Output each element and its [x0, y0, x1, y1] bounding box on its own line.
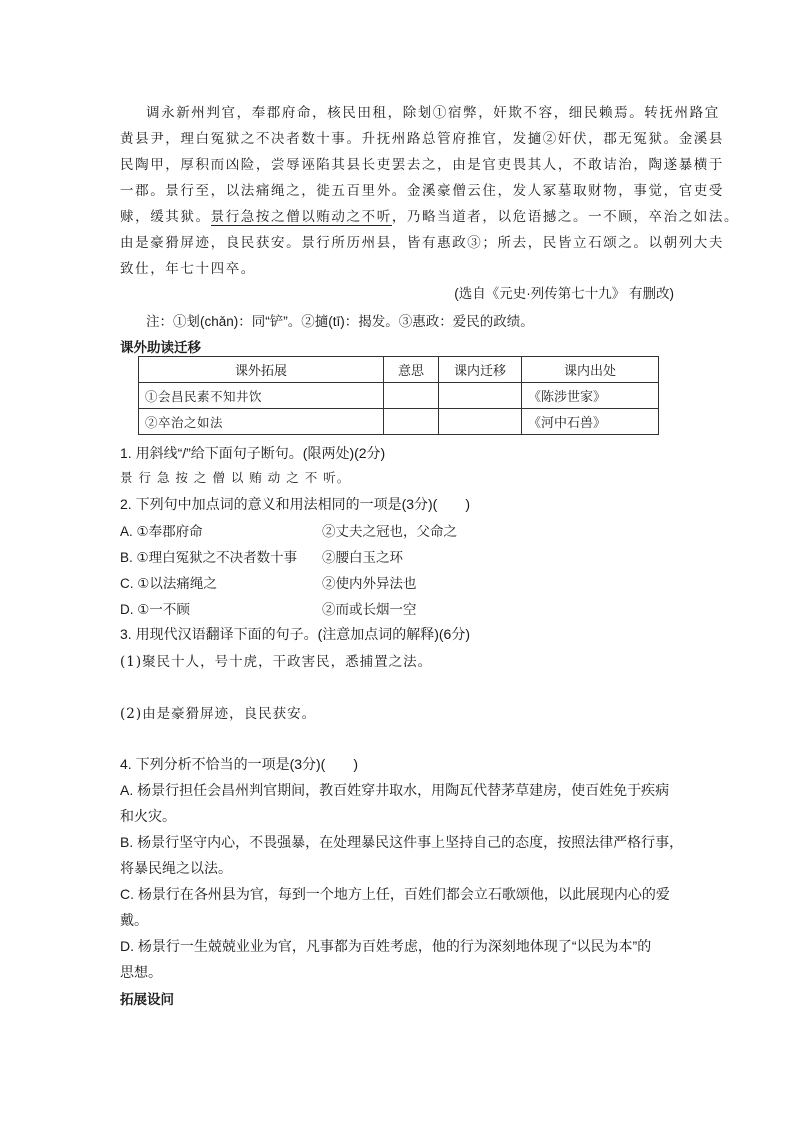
- question-3-sentence-1: (1)聚民十人，号十虎，干政害民，悉捕置之法。: [120, 654, 433, 670]
- table-row: [139, 409, 659, 435]
- question-2: 2. 下列句中加点词的意义和用法相同的一项是(3分)( ): [120, 496, 470, 512]
- table-header-cell: 课内迁移: [439, 357, 522, 383]
- option-c-2: ②使内外异法也: [322, 576, 417, 591]
- passage-line-5: [120, 205, 739, 225]
- passage-line-7: 致仕，年七十四卒。: [120, 261, 256, 277]
- option-a-2: ②丈夫之冠也，父命之: [322, 524, 457, 539]
- passage-notes: 注：①刬(chǎn)：同“铲”。②擿(tī)：揭发。③惠政：爱民的政绩。: [146, 314, 534, 329]
- question-4-option-c-cont: 戴。: [120, 912, 148, 928]
- table-cell: 《陈涉世家》: [522, 383, 659, 409]
- question-4-option-a-cont: 和火灾。: [120, 808, 176, 824]
- passage-line-3: 民陶甲，厚积而凶险，尝辱诬陷其县长吏罢去之，由是官吏畏其人，不敢诘治，陶遂暴横于: [120, 157, 724, 173]
- table-cell: ②卒治之如法: [139, 409, 384, 435]
- passage-line-4: 一郡。景行至，以法痛绳之，徙五百里外。金溪豪僧云住，发人冢墓取财物，事觉，官吏受: [120, 183, 724, 199]
- passage-source: (选自《元史·列传第七十九》 有删改): [454, 286, 674, 301]
- table-header-cell: 课外拓展: [139, 357, 384, 383]
- passage-line-6: 由是豪猾屏迹，良民获安。景行所历州县，皆有惠政③；所去，民皆立石颂之。以朝列大夫: [120, 235, 724, 251]
- option-d-1: D. ①一不顾: [120, 602, 190, 617]
- underlined-sentence: 景行急按之僧以贿动之不听: [210, 209, 392, 225]
- section-title-reading: 课外助读迁移: [120, 340, 201, 355]
- question-3-sentence-2: (2)由是豪猾屏迹，良民获安。: [120, 706, 317, 722]
- option-a-1: A. ①奉郡府命: [120, 524, 203, 539]
- table-header-row: [139, 357, 659, 383]
- option-d-2: ②而或长烟一空: [322, 602, 417, 617]
- table-cell-blank[interactable]: [439, 383, 522, 409]
- table-cell-blank[interactable]: [439, 409, 522, 435]
- passage-line-1: 调永新州判官，奉郡府命，核民田租，除刬①宿弊，奸欺不容，细民赖焉。转抚州路宜: [146, 105, 720, 121]
- option-b-1: B. ①理白冤狱之不决者数十事: [120, 550, 298, 565]
- passage-line-2: 黄县尹，理白冤狱之不决者数十事。升抚州路总管府推官，发擿②奸伏，郡无冤狱。金溪县: [120, 131, 724, 147]
- question-4: 4. 下列分析不恰当的一项是(3分)( ): [120, 756, 358, 772]
- table-header-cell: 课内出处: [522, 357, 659, 383]
- passage-line-5-end: ，乃略当道者，以危语撼之。一不顾，卒治之如法。: [391, 209, 740, 225]
- section-title-extension: 拓展设问: [120, 992, 174, 1007]
- question-1-sentence: 景 行 急 按 之 僧 以 贿 动 之 不 听。: [120, 470, 351, 485]
- table-cell: ①会昌民素不知井饮: [139, 383, 384, 409]
- passage-line-5-start: 赇，缓其狱。: [120, 209, 211, 225]
- question-4-option-d-cont: 思想。: [120, 964, 162, 980]
- table-cell: 《河中石兽》: [522, 409, 659, 435]
- question-1: 1. 用斜线“/”给下面句子断句。(限两处)(2分): [120, 445, 386, 461]
- table-cell-blank[interactable]: [384, 383, 439, 409]
- question-4-option-b: B. 杨景行坚守内心，不畏强暴，在处理暴民这件事上坚持自己的态度，按照法律严格行事，: [120, 834, 684, 850]
- extension-table: [138, 356, 659, 435]
- table-cell-blank[interactable]: [384, 409, 439, 435]
- table-row: [139, 383, 659, 409]
- question-4-option-c: C. 杨景行在各州县为官，每到一个地方上任，百姓们都会立石歌颂他，以此展现内心的爱: [120, 886, 670, 902]
- question-4-option-a: A. 杨景行担任会昌州判官期间，教百姓穿井取水，用陶瓦代替茅草建房，使百姓免于疾病: [120, 782, 670, 798]
- question-4-option-d: D. 杨景行一生兢兢业业为官，凡事都为百姓考虑，他的行为深刻地体现了“以民为本”的: [120, 938, 652, 954]
- option-c-1: C. ①以法痛绳之: [120, 576, 217, 591]
- question-3: 3. 用现代汉语翻译下面的句子。(注意加点词的解释)(6分): [120, 626, 470, 642]
- table-header-cell: 意思: [384, 357, 439, 383]
- question-4-option-b-cont: 将暴民绳之以法。: [120, 860, 232, 876]
- option-b-2: ②腰白玉之环: [322, 550, 403, 565]
